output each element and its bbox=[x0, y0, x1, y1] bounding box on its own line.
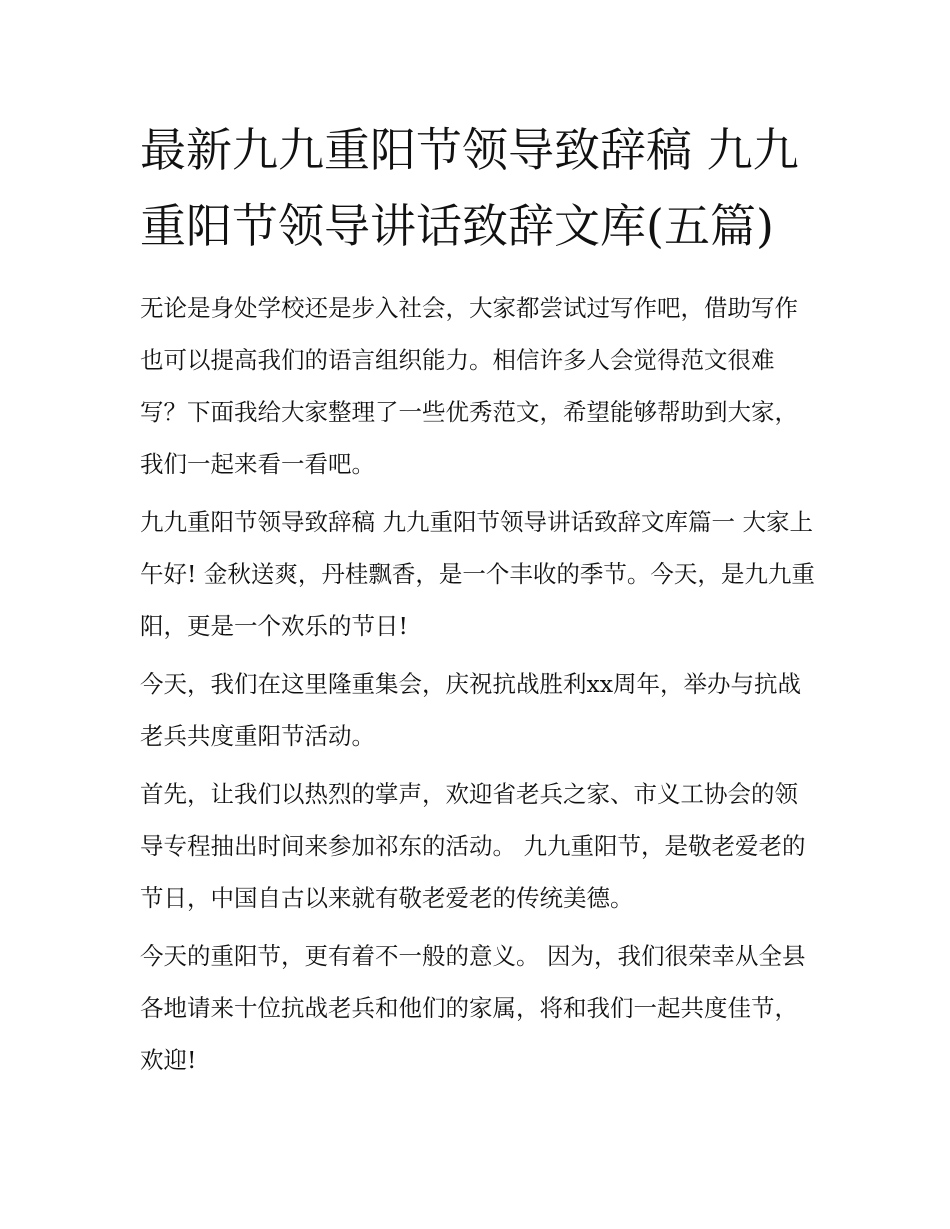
paragraph-veterans: 今天的重阳节，更有着不一般的意义。 因为，我们很荣幸从全县各地请来十位抗战老兵和他们的家属，将和我们一起共度佳节，欢迎! bbox=[140, 942, 806, 1074]
paragraph-intro: 无论是身处学校还是步入社会，大家都尝试过写作吧，借助写作也可以提高我们的语言组织能力。相信许多人会觉得范文很难写？下面我给大家整理了一些优秀范文，希望能够帮助到大家，我们一起来看一看吧。 bbox=[140, 294, 798, 478]
paragraph-gathering: 今天，我们在这里隆重集会，庆祝抗战胜利xx周年，举办与抗战老兵共度重阳节活动。 bbox=[140, 670, 802, 750]
document-title: 最新九九重阳节领导致辞稿 九九重阳节领导讲话致辞文库(五篇) bbox=[140, 123, 799, 253]
paragraph-greeting: 九九重阳节领导致辞稿 九九重阳节领导讲话致辞文库篇一 大家上午好! 金秋送爽，丹桂飘香，是一个丰收的季节。今天，是九九重阳，更是一个欢乐的节日! bbox=[140, 508, 815, 640]
document-body bbox=[140, 112, 816, 1092]
paragraph-welcome-leaders: 首先，让我们以热烈的掌声，欢迎省老兵之家、市义工协会的领导专程抽出时间来参加祁东的活动。 九九重阳节，是敬老爱老的节日，中国自古以来就有敬老爱老的传统美德。 bbox=[140, 780, 806, 912]
